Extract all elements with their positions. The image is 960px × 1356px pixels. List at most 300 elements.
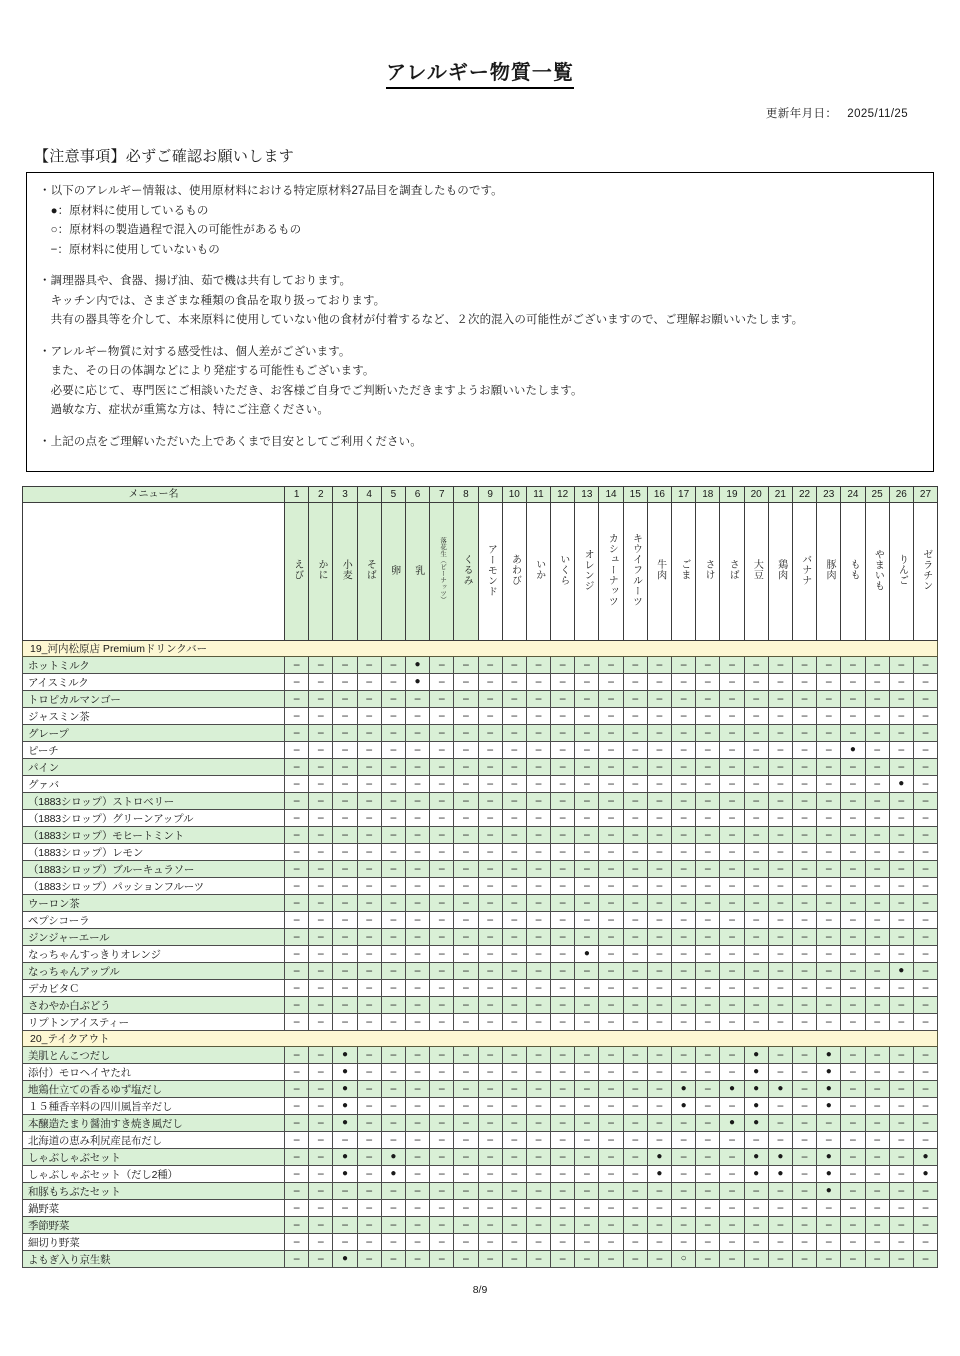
allergen-mark: −: [631, 1167, 639, 1181]
allergen-mark: −: [631, 1235, 639, 1249]
allergen-cell-4: [357, 1047, 381, 1064]
allergen-cell-25: [865, 657, 889, 674]
allergen-mark: −: [921, 760, 929, 774]
allergen-cell-6: [405, 1149, 429, 1166]
allergen-cell-25: [865, 1183, 889, 1200]
allergen-cell-11: [526, 1183, 550, 1200]
allergen-cell-6: [405, 708, 429, 725]
allergen-mark: −: [704, 1048, 712, 1062]
allergen-name-label: 乳: [412, 564, 424, 575]
allergen-mark: −: [704, 726, 712, 740]
allergen-cell-17: [672, 1217, 696, 1234]
allergen-header-18: [696, 503, 720, 641]
allergen-cell-1: [285, 1014, 309, 1031]
allergen-cell-22: [792, 793, 816, 810]
allergen-mark: −: [607, 1133, 615, 1147]
allergen-mark: −: [825, 930, 833, 944]
allergen-mark: −: [921, 1116, 929, 1130]
table-row: [23, 1132, 938, 1149]
allergen-cell-10: [502, 674, 526, 691]
allergen-cell-12: [551, 1081, 575, 1098]
allergen-mark: −: [462, 981, 470, 995]
allergen-mark: −: [365, 1201, 373, 1215]
allergen-cell-11: [526, 844, 550, 861]
allergen-mark: −: [897, 692, 905, 706]
allergen-cell-6: [405, 1200, 429, 1217]
allergen-mark: −: [389, 1116, 397, 1130]
allergen-mark: −: [704, 862, 712, 876]
allergen-header-23: [817, 503, 841, 641]
allergen-cell-21: [768, 1098, 792, 1115]
allergen-mark: −: [462, 709, 470, 723]
allergen-cell-18: [696, 1014, 720, 1031]
allergen-cell-4: [357, 946, 381, 963]
allergen-mark: −: [365, 896, 373, 910]
allergen-cell-24: [841, 963, 865, 980]
allergen-cell-7: [430, 742, 454, 759]
allergen-cell-13: [575, 980, 599, 997]
allergen-cell-21: [768, 1183, 792, 1200]
allergen-mark: −: [438, 675, 446, 689]
allergen-cell-8: [454, 742, 478, 759]
allergen-mark: −: [510, 845, 518, 859]
allergen-mark: −: [534, 777, 542, 791]
allergen-cell-7: [430, 1115, 454, 1132]
allergen-mark: −: [414, 1133, 422, 1147]
allergen-mark: −: [776, 692, 784, 706]
allergen-mark: −: [534, 930, 542, 944]
allergen-cell-11: [526, 1081, 550, 1098]
allergen-cell-14: [599, 1200, 623, 1217]
allergen-mark: −: [776, 1099, 784, 1113]
allergen-mark: −: [752, 709, 760, 723]
allergen-cell-14: [599, 844, 623, 861]
updated-date-value: 2025/11/25: [847, 108, 908, 120]
allergen-mark: −: [486, 1167, 494, 1181]
allergen-mark: −: [704, 913, 712, 927]
allergen-cell-27: [913, 1183, 937, 1200]
allergen-cell-9: [478, 725, 502, 742]
allergen-mark: −: [486, 692, 494, 706]
allergen-mark: −: [438, 1133, 446, 1147]
allergen-mark: −: [438, 777, 446, 791]
allergen-cell-4: [357, 810, 381, 827]
allergen-mark: −: [438, 1099, 446, 1113]
allergen-mark: −: [801, 1252, 809, 1266]
allergen-cell-27: [913, 980, 937, 997]
allergen-mark: −: [462, 692, 470, 706]
allergen-mark: −: [655, 1184, 663, 1198]
menu-item-name: ジンジャーエール: [23, 929, 285, 946]
allergen-cell-5: [381, 1149, 405, 1166]
allergen-mark: −: [776, 760, 784, 774]
allergen-cell-16: [647, 1132, 671, 1149]
allergen-header-26: [889, 503, 913, 641]
allergen-cell-16: [647, 1217, 671, 1234]
allergen-mark: −: [486, 964, 494, 978]
allergen-mark: −: [293, 1252, 301, 1266]
allergen-mark: −: [534, 794, 542, 808]
allergen-cell-8: [454, 1183, 478, 1200]
allergen-cell-8: [454, 1098, 478, 1115]
allergen-cell-2: [309, 827, 333, 844]
allergen-cell-26: [889, 980, 913, 997]
allergen-mark: −: [873, 675, 881, 689]
allergen-mark: −: [849, 930, 857, 944]
allergen-name-label: バナナ: [799, 554, 811, 586]
allergen-cell-9: [478, 895, 502, 912]
allergen-cell-17: [672, 929, 696, 946]
allergen-mark: −: [341, 845, 349, 859]
allergen-mark: −: [341, 675, 349, 689]
allergen-cell-12: [551, 708, 575, 725]
allergen-cell-5: [381, 1064, 405, 1081]
allergen-mark: −: [655, 743, 663, 757]
allergen-mark: −: [414, 947, 422, 961]
allergen-mark: −: [607, 658, 615, 672]
allergen-cell-20: [744, 1064, 768, 1081]
allergen-mark: −: [801, 743, 809, 757]
allergen-cell-16: [647, 980, 671, 997]
allergen-cell-18: [696, 980, 720, 997]
allergen-mark: −: [583, 1048, 591, 1062]
allergen-mark: −: [680, 811, 688, 825]
allergen-mark: −: [583, 1133, 591, 1147]
allergen-mark: −: [462, 1150, 470, 1164]
table-row: [23, 1234, 938, 1251]
allergen-cell-3: [333, 691, 357, 708]
allergen-mark: −: [921, 879, 929, 893]
allergen-cell-13: [575, 912, 599, 929]
allergen-mark: −: [534, 760, 542, 774]
allergen-number-2: 2: [309, 487, 333, 503]
allergen-cell-11: [526, 793, 550, 810]
allergen-mark: −: [438, 726, 446, 740]
allergen-name-label: いくら: [557, 554, 569, 586]
allergen-mark: −: [728, 709, 736, 723]
allergen-cell-24: [841, 1115, 865, 1132]
allergen-mark: −: [462, 1048, 470, 1062]
allergen-cell-25: [865, 878, 889, 895]
allergen-cell-27: [913, 946, 937, 963]
allergen-cell-22: [792, 1064, 816, 1081]
allergen-cell-23: [817, 759, 841, 776]
allergen-mark: −: [583, 828, 591, 842]
allergen-header-1: [285, 503, 309, 641]
allergen-cell-7: [430, 878, 454, 895]
menu-item-name: グレープ: [23, 725, 285, 742]
allergen-cell-13: [575, 725, 599, 742]
table-row: [23, 776, 938, 793]
allergen-cell-10: [502, 725, 526, 742]
menu-item-name: ホットミルク: [23, 657, 285, 674]
allergen-cell-24: [841, 708, 865, 725]
allergen-cell-20: [744, 929, 768, 946]
allergen-mark: −: [534, 811, 542, 825]
allergen-cell-27: [913, 1200, 937, 1217]
allergen-mark: −: [317, 913, 325, 927]
allergen-cell-10: [502, 844, 526, 861]
menu-item-name: なっちゃんアップル: [23, 963, 285, 980]
allergen-cell-5: [381, 929, 405, 946]
table-row: [23, 1115, 938, 1132]
allergen-mark: −: [728, 1167, 736, 1181]
allergen-cell-24: [841, 1200, 865, 1217]
allergen-cell-15: [623, 1234, 647, 1251]
allergen-cell-14: [599, 1115, 623, 1132]
allergen-mark: −: [559, 1252, 567, 1266]
allergen-cell-3: [333, 1047, 357, 1064]
allergen-mark: −: [801, 1184, 809, 1198]
allergen-mark: −: [849, 777, 857, 791]
allergen-cell-17: [672, 1047, 696, 1064]
allergen-mark: −: [752, 913, 760, 927]
allergen-cell-19: [720, 1132, 744, 1149]
allergen-cell-14: [599, 1166, 623, 1183]
allergen-cell-10: [502, 1200, 526, 1217]
allergen-mark: −: [607, 675, 615, 689]
allergen-cell-11: [526, 1234, 550, 1251]
allergen-mark: −: [680, 692, 688, 706]
allergen-mark: −: [389, 811, 397, 825]
allergen-mark: −: [631, 981, 639, 995]
allergen-cell-19: [720, 895, 744, 912]
allergen-cell-8: [454, 793, 478, 810]
allergen-mark: −: [921, 1252, 929, 1266]
allergen-cell-21: [768, 946, 792, 963]
allergen-mark: −: [873, 1099, 881, 1113]
allergen-mark: −: [365, 743, 373, 757]
allergen-mark: −: [414, 998, 422, 1012]
allergen-mark: −: [655, 1015, 663, 1029]
allergen-mark: −: [510, 998, 518, 1012]
allergen-cell-25: [865, 997, 889, 1014]
allergen-cell-9: [478, 776, 502, 793]
allergen-cell-23: [817, 912, 841, 929]
allergen-cell-27: [913, 708, 937, 725]
allergen-mark: −: [462, 828, 470, 842]
allergen-mark: −: [873, 862, 881, 876]
allergen-cell-9: [478, 657, 502, 674]
allergen-mark: −: [438, 964, 446, 978]
allergen-cell-7: [430, 963, 454, 980]
allergen-mark: −: [389, 1133, 397, 1147]
allergen-mark: −: [534, 692, 542, 706]
allergen-mark: −: [704, 828, 712, 842]
allergen-mark: −: [583, 675, 591, 689]
allergen-mark: −: [317, 845, 325, 859]
allergen-cell-23: [817, 1166, 841, 1183]
allergen-cell-26: [889, 1149, 913, 1166]
allergen-mark: −: [680, 1133, 688, 1147]
menu-item-name: 地鶏仕立ての香るゆず塩だし: [23, 1081, 285, 1098]
allergen-cell-6: [405, 980, 429, 997]
menu-item-name: ペプシコーラ: [23, 912, 285, 929]
allergen-cell-19: [720, 1014, 744, 1031]
allergen-mark: −: [801, 845, 809, 859]
allergen-mark: −: [631, 1065, 639, 1079]
allergen-cell-8: [454, 776, 478, 793]
menu-item-name: 季節野菜: [23, 1217, 285, 1234]
allergen-mark: −: [486, 947, 494, 961]
allergen-mark: −: [583, 1218, 591, 1232]
allergen-mark: −: [752, 1133, 760, 1147]
allergen-cell-5: [381, 657, 405, 674]
allergen-cell-17: [672, 1115, 696, 1132]
note-line: ●：原材料に使用しているもの: [39, 204, 209, 217]
allergen-cell-2: [309, 1047, 333, 1064]
allergen-header-11: [526, 503, 550, 641]
allergen-mark: −: [631, 1015, 639, 1029]
allergen-mark: −: [559, 896, 567, 910]
allergen-mark: −: [317, 709, 325, 723]
allergen-cell-1: [285, 997, 309, 1014]
allergen-cell-24: [841, 1098, 865, 1115]
allergen-cell-12: [551, 810, 575, 827]
allergen-mark: −: [776, 1116, 784, 1130]
allergen-mark: −: [559, 998, 567, 1012]
allergen-mark: −: [680, 964, 688, 978]
allergen-cell-19: [720, 793, 744, 810]
allergen-cell-21: [768, 742, 792, 759]
allergen-cell-19: [720, 810, 744, 827]
allergen-cell-20: [744, 912, 768, 929]
allergen-mark: −: [680, 1150, 688, 1164]
allergen-cell-4: [357, 827, 381, 844]
allergen-cell-1: [285, 691, 309, 708]
allergen-mark: −: [607, 1099, 615, 1113]
allergen-number-20: 20: [744, 487, 768, 503]
allergen-cell-12: [551, 861, 575, 878]
allergen-cell-16: [647, 708, 671, 725]
allergen-mark: −: [607, 811, 615, 825]
allergen-number-9: 9: [478, 487, 502, 503]
allergen-mark: −: [317, 862, 325, 876]
allergen-cell-19: [720, 1047, 744, 1064]
allergen-name-header-row: [23, 503, 938, 641]
allergen-mark: −: [655, 879, 663, 893]
allergen-mark: −: [510, 981, 518, 995]
allergen-cell-18: [696, 861, 720, 878]
allergen-number-11: 11: [526, 487, 550, 503]
notes-heading: 【注意事項】必ずご確認お願いします: [34, 148, 295, 165]
allergen-mark: −: [365, 1116, 373, 1130]
allergen-mark: −: [559, 1150, 567, 1164]
allergen-cell-21: [768, 691, 792, 708]
allergen-mark: −: [317, 760, 325, 774]
allergen-cell-25: [865, 912, 889, 929]
allergen-cell-25: [865, 1200, 889, 1217]
allergen-cell-19: [720, 657, 744, 674]
allergen-mark: −: [293, 845, 301, 859]
allergen-cell-25: [865, 708, 889, 725]
allergen-mark: −: [534, 675, 542, 689]
allergen-cell-6: [405, 1132, 429, 1149]
allergen-mark: −: [680, 845, 688, 859]
allergen-cell-3: [333, 1217, 357, 1234]
allergen-cell-9: [478, 861, 502, 878]
allergen-cell-25: [865, 946, 889, 963]
allergen-mark: −: [849, 1150, 857, 1164]
allergen-cell-11: [526, 674, 550, 691]
allergen-mark: ●: [341, 1049, 348, 1060]
allergen-cell-16: [647, 657, 671, 674]
allergen-mark: −: [534, 862, 542, 876]
allergen-mark: −: [728, 845, 736, 859]
allergen-mark: −: [704, 1082, 712, 1096]
allergen-mark: −: [559, 879, 567, 893]
allergen-cell-13: [575, 1251, 599, 1268]
allergen-cell-4: [357, 776, 381, 793]
allergen-cell-15: [623, 861, 647, 878]
allergen-cell-24: [841, 895, 865, 912]
allergen-mark: −: [631, 1184, 639, 1198]
allergen-cell-8: [454, 1081, 478, 1098]
allergen-cell-2: [309, 963, 333, 980]
allergen-cell-1: [285, 1115, 309, 1132]
allergen-cell-8: [454, 691, 478, 708]
allergen-mark: −: [776, 1015, 784, 1029]
allergen-mark: −: [486, 998, 494, 1012]
allergen-cell-17: [672, 1098, 696, 1115]
allergen-cell-7: [430, 1149, 454, 1166]
allergen-cell-3: [333, 793, 357, 810]
allergen-cell-6: [405, 827, 429, 844]
allergen-cell-5: [381, 1200, 405, 1217]
allergen-mark: −: [438, 794, 446, 808]
allergen-mark: −: [607, 879, 615, 893]
allergen-mark: −: [849, 1218, 857, 1232]
allergen-cell-16: [647, 844, 671, 861]
allergen-cell-5: [381, 810, 405, 827]
allergen-mark: −: [801, 1235, 809, 1249]
allergen-cell-26: [889, 1132, 913, 1149]
allergen-cell-9: [478, 1098, 502, 1115]
allergen-mark: ●: [656, 1168, 663, 1179]
allergen-cell-9: [478, 708, 502, 725]
allergen-mark: −: [462, 879, 470, 893]
allergen-number-12: 12: [551, 487, 575, 503]
allergen-cell-24: [841, 742, 865, 759]
allergen-mark: −: [341, 794, 349, 808]
allergen-cell-27: [913, 776, 937, 793]
allergen-header-19: [720, 503, 744, 641]
allergen-cell-11: [526, 1251, 550, 1268]
allergen-mark: −: [365, 1252, 373, 1266]
allergen-mark: −: [486, 760, 494, 774]
allergen-mark: ●: [341, 1100, 348, 1111]
allergen-mark: −: [414, 1048, 422, 1062]
allergen-name-label: いか: [533, 559, 545, 581]
table-row: [23, 1166, 938, 1183]
allergen-mark: −: [486, 1252, 494, 1266]
allergen-cell-12: [551, 776, 575, 793]
allergen-mark: −: [486, 862, 494, 876]
allergen-cell-26: [889, 1251, 913, 1268]
allergen-cell-10: [502, 963, 526, 980]
allergen-mark: ●: [898, 778, 905, 789]
allergen-cell-8: [454, 844, 478, 861]
table-row: [23, 1098, 938, 1115]
allergen-mark: −: [438, 811, 446, 825]
allergen-mark: −: [365, 913, 373, 927]
allergen-mark: −: [365, 1065, 373, 1079]
allergen-cell-3: [333, 878, 357, 895]
allergen-mark: −: [317, 675, 325, 689]
allergen-mark: −: [583, 879, 591, 893]
allergen-cell-18: [696, 1149, 720, 1166]
allergen-cell-17: [672, 674, 696, 691]
